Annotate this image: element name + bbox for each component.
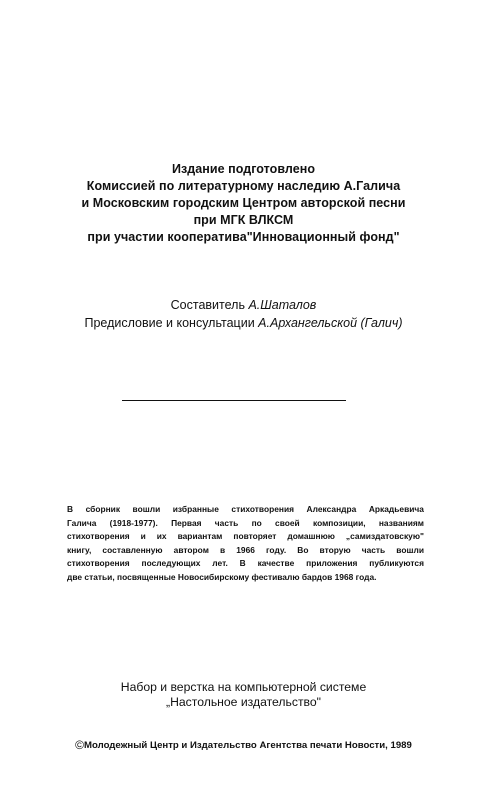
publication-credits-heading (40, 161, 447, 246)
heading-line: и Московским городским Центром авторской песни (81, 196, 406, 210)
copyright-icon: © (75, 738, 84, 752)
preface-label: Предисловие и консультации (84, 316, 255, 330)
heading-line: при участии кооператива"Инновационный фонд" (87, 230, 400, 244)
annotation-line: стихотворения и их вариантам повторяет домашнюю „самиздатовскую" (67, 531, 424, 542)
annotation-line: книгу, составленную автором в 1966 году. Во вторую часть вошли (67, 544, 424, 555)
annotation-line: стихотворения последующих лет. В качестве приложения публикуются (67, 558, 424, 569)
typesetting-note (40, 680, 447, 710)
typesetting-line: „Настольное издательство" (166, 695, 321, 709)
divider-line (122, 400, 346, 401)
compiler-label: Составитель (170, 298, 245, 312)
annotation-line: Галича (1918-1977). Первая часть по своей композиции, названиям (67, 517, 424, 528)
heading-line: Издание подготовлено (171, 162, 316, 176)
annotation-line: В сборник вошли избранные стихотворения Александра Аркадьевича (67, 504, 424, 514)
preface-name: А.Архангельской (Галич) (258, 316, 403, 330)
copyright-notice (40, 739, 447, 752)
typesetting-line: Набор и верстка на компьютерной системе (120, 680, 367, 694)
copyright-text: Молодежный Центр и Издательство Агентства печати Новости, 1989 (83, 740, 412, 751)
heading-line: Комиссией по литературному наследию А.Галича (86, 179, 401, 193)
book-annotation (67, 503, 424, 585)
contributors-block (40, 296, 447, 332)
compiler-name: А.Шаталов (248, 298, 317, 312)
annotation-line: две статьи, посвященные Новосибирскому фестивалю бардов 1968 года. (67, 571, 377, 582)
preface-credit (40, 314, 447, 332)
heading-line: при МГК ВЛКСМ (193, 213, 294, 227)
compiler-credit (40, 296, 447, 314)
